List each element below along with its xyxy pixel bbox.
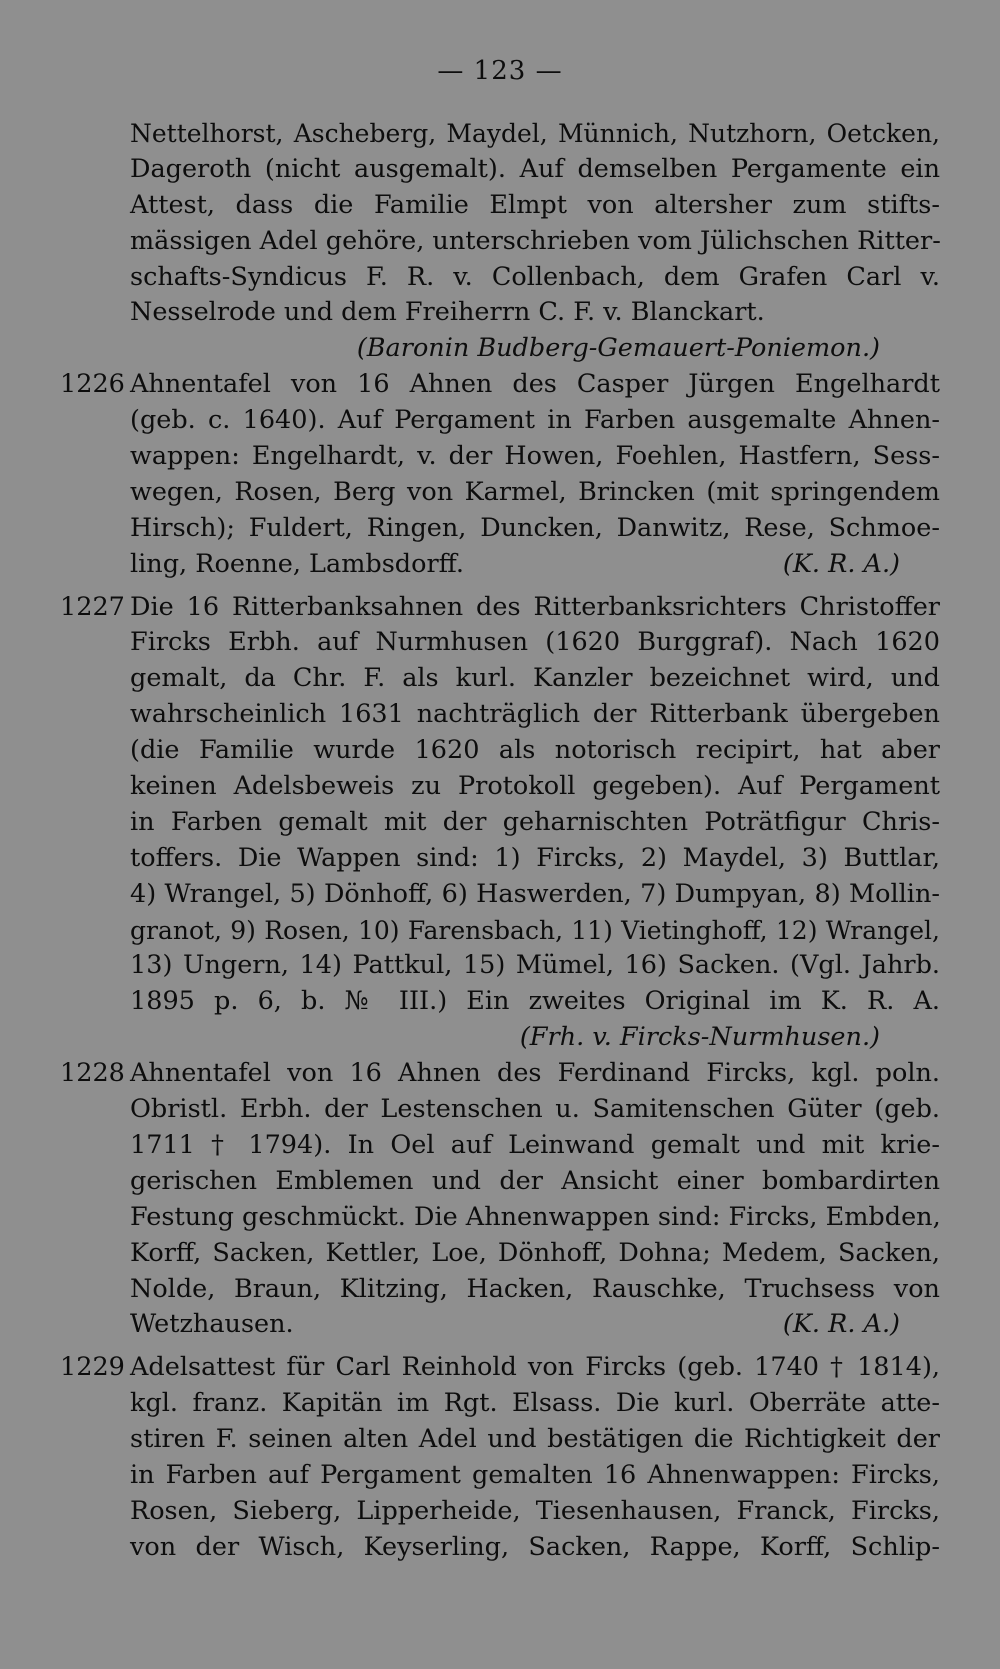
text-line xyxy=(60,984,940,1020)
line-text: Nettelhorst, Ascheberg, Maydel, Münnich, Nutzhorn, Oetcken, xyxy=(130,119,940,148)
text-line xyxy=(60,1056,940,1092)
line-text: 13) Ungern, 14) Pattkul, 15) Mümel, 16) Sacken. (Vgl. Jahrb. xyxy=(130,950,940,981)
text-line xyxy=(60,697,940,733)
text-line xyxy=(60,260,940,296)
entry-signature: (K. R. A.) xyxy=(782,548,900,579)
entry-number: 1226 xyxy=(60,369,125,400)
text-line xyxy=(60,295,940,331)
line-text: schafts-Syndicus F. R. v. Collenbach, dem Grafen Carl v. xyxy=(130,261,940,292)
entry-gap xyxy=(60,1343,940,1350)
text-line xyxy=(60,1458,940,1494)
entry-number: 1228 xyxy=(60,1058,125,1089)
line-text: Festung geschmückt. Die Ahnenwappen sind: Fircks, Embden, xyxy=(130,1201,941,1232)
line-text: von der Wisch, Keyserling, Sacken, Rappe, Korff, Schlip- xyxy=(130,1531,940,1562)
text-line xyxy=(60,1386,940,1422)
line-text: kgl. franz. Kapitän im Rgt. Elsass. Die kurl. Oberräte atte- xyxy=(130,1388,940,1419)
text-line xyxy=(60,805,940,841)
line-text: Attest, dass die Familie Elmpt von altersher zum stifts- xyxy=(130,189,940,220)
text-line xyxy=(60,439,940,475)
line-text: gerischen Emblemen und der Ansicht einer bombardirten xyxy=(130,1165,940,1196)
text-line xyxy=(60,1092,940,1128)
line-text: Ahnentafel von 16 Ahnen des Ferdinand Fircks, kgl. poln. xyxy=(130,1058,940,1089)
text-line xyxy=(60,877,940,913)
text-line xyxy=(60,1422,940,1458)
line-text: gemalt, da Chr. F. als kurl. Kanzler bezeichnet wird, und xyxy=(130,663,940,694)
text-block xyxy=(60,116,940,1566)
line-text: Korff, Sacken, Kettler, Loe, Dönhoff, Dohna; Medem, Sacken, xyxy=(130,1237,940,1268)
line-text: Nolde, Braun, Klitzing, Hacken, Rauschke, Truchsess von xyxy=(130,1273,940,1304)
signature-line xyxy=(60,331,940,367)
text-line xyxy=(60,1530,940,1566)
line-text: wappen: Engelhardt, v. der Howen, Foehlen, Hastfern, Sess- xyxy=(130,441,940,472)
line-text: 1711 † 1794). In Oel auf Leinwand gemalt und mit krie- xyxy=(130,1129,940,1160)
line-text: Rosen, Sieberg, Lipperheide, Tiesenhausen, Franck, Fircks, xyxy=(130,1495,940,1526)
page-number: — 123 — xyxy=(437,56,563,86)
text-line xyxy=(60,661,940,697)
text-line xyxy=(60,625,940,661)
line-text: ling, Roenne, Lambsdorff. xyxy=(130,548,464,579)
text-line xyxy=(60,1494,940,1530)
text-line xyxy=(60,152,940,188)
text-line xyxy=(60,188,940,224)
text-line xyxy=(60,733,940,769)
entry-signature: (Frh. v. Fircks-Nurmhusen.) xyxy=(519,1022,880,1053)
line-text: wahrscheinlich 1631 nachträglich der Ritterbank übergeben xyxy=(130,699,940,730)
line-text: 1895 p. 6, b. № III.) Ein zweites Original im K. R. A. xyxy=(130,986,940,1017)
line-text: mässigen Adel gehöre, unterschrieben vom Jülichschen Ritter- xyxy=(130,225,941,256)
text-line xyxy=(60,948,940,984)
line-text: (geb. c. 1640). Auf Pergament in Farben ausgemalte Ahnen- xyxy=(130,405,940,436)
entry-number: 1229 xyxy=(60,1352,125,1383)
text-line xyxy=(60,769,940,805)
entry-number: 1227 xyxy=(60,591,125,622)
line-text: keinen Adelsbeweis zu Protokoll gegeben). Auf Pergament xyxy=(130,771,940,802)
line-text: Ahnentafel von 16 Ahnen des Casper Jürgen Engelhardt xyxy=(130,369,940,400)
text-line xyxy=(60,1164,940,1200)
entry-gap xyxy=(60,583,940,590)
text-line xyxy=(60,841,940,877)
line-text: in Farben auf Pergament gemalten 16 Ahnenwappen: Fircks, xyxy=(130,1459,940,1490)
line-text: Hirsch); Fuldert, Ringen, Duncken, Danwitz, Rese, Schmoe- xyxy=(130,512,940,543)
text-line xyxy=(60,1236,940,1272)
text-line xyxy=(60,116,940,152)
line-text: Dageroth (nicht ausgemalt). Auf demselben Pergamente ein xyxy=(130,153,940,184)
text-line xyxy=(60,1272,940,1308)
text-line xyxy=(60,367,940,403)
line-text: (die Familie wurde 1620 als notorisch recipirt, hat aber xyxy=(130,735,940,766)
text-line xyxy=(60,475,940,511)
line-text: wegen, Rosen, Berg von Karmel, Brincken (mit springendem xyxy=(130,476,940,507)
line-text: Nesselrode und dem Freiherrn C. F. v. Blanckart. xyxy=(130,297,765,328)
line-text: Adelsattest für Carl Reinhold von Fircks (geb. 1740 † 1814), xyxy=(130,1352,940,1383)
text-line xyxy=(60,1350,940,1386)
text-line xyxy=(60,224,940,260)
line-text: toffers. Die Wappen sind: 1) Fircks, 2) Maydel, 3) Buttlar, xyxy=(130,842,940,873)
text-line xyxy=(60,1200,940,1236)
entry-signature: (K. R. A.) xyxy=(782,1309,900,1340)
line-text: in Farben gemalt mit der geharnischten Poträtfigur Chris- xyxy=(130,806,940,837)
text-line xyxy=(60,590,940,626)
line-text: 4) Wrangel, 5) Dönhoff, 6) Haswerden, 7) Dumpyan, 8) Mollin- xyxy=(130,878,940,909)
text-line xyxy=(60,1128,940,1164)
text-line xyxy=(60,913,940,949)
text-line xyxy=(60,1307,940,1343)
text-line xyxy=(60,511,940,547)
line-text: Die 16 Ritterbanksahnen des Ritterbanksrichters Christoffer xyxy=(130,591,940,622)
line-text: Fircks Erbh. auf Nurmhusen (1620 Burggraf). Nach 1620 xyxy=(130,627,940,658)
line-text: Obristl. Erbh. der Lestenschen u. Samitenschen Güter (geb. xyxy=(130,1094,940,1125)
line-text: granot, 9) Rosen, 10) Farensbach, 11) Vietinghoff, 12) Wrangel, xyxy=(130,915,940,945)
line-text: Wetzhausen. xyxy=(130,1309,294,1340)
text-line xyxy=(60,547,940,583)
entry-signature: (Baronin Budberg-Gemauert-Poniemon.) xyxy=(356,333,880,364)
line-text: stiren F. seinen alten Adel und bestätigen die Richtigkeit der xyxy=(130,1424,940,1455)
text-line xyxy=(60,403,940,439)
signature-line xyxy=(60,1020,940,1056)
